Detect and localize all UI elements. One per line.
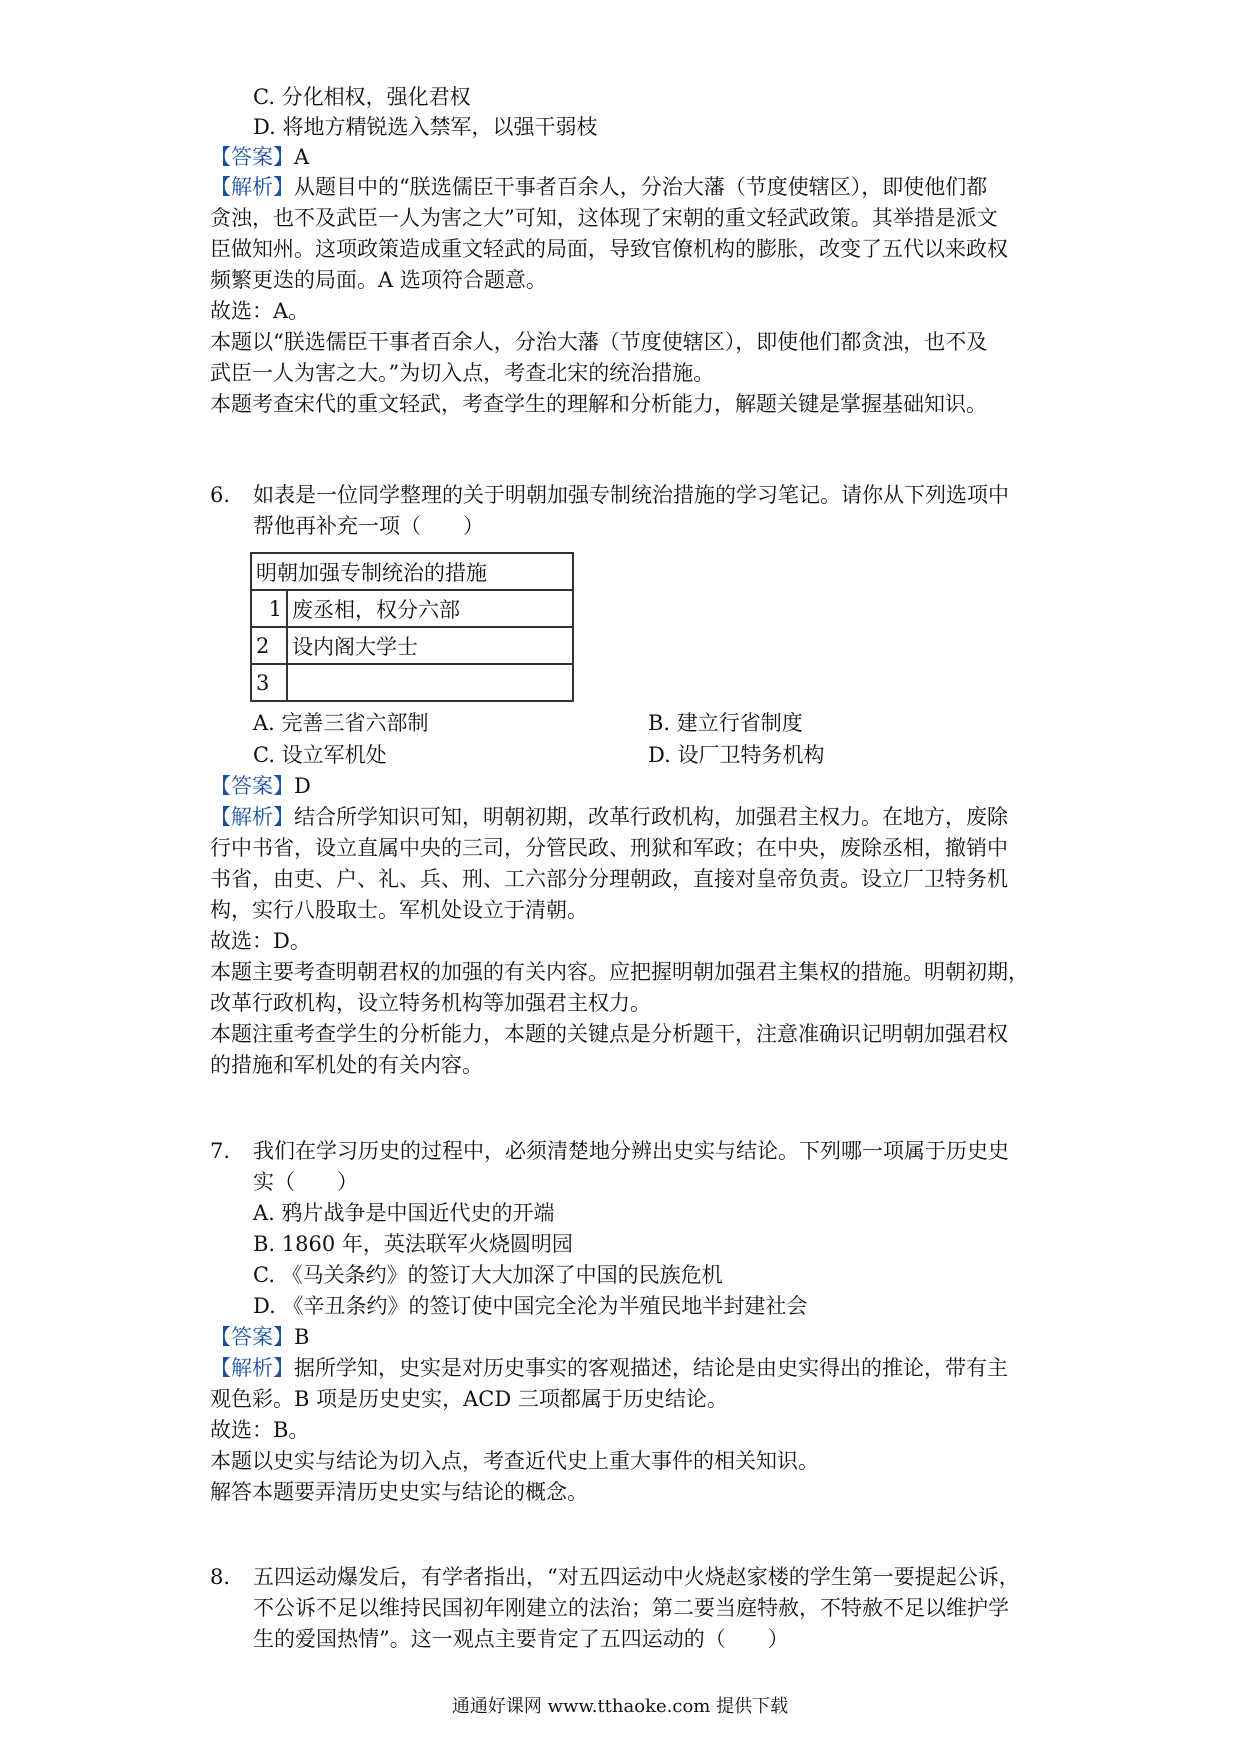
row-text: 废丞相，权分六部 — [287, 590, 573, 627]
q6-analysis-line: 行中书省，设立直属中央的三司，分管民政、刑狱和军政；在中央，废除丞相，撤销中 — [210, 836, 1008, 860]
q6-option-b: B. 建立行省制度 — [648, 711, 803, 735]
row-number: 1 — [251, 590, 287, 627]
q7-option-c: C. 《马关条约》的签订大大加深了中国的民族危机 — [253, 1263, 723, 1287]
answer-tag: 【答案】 — [210, 1325, 294, 1349]
q8-stem-line: 五四运动爆发后，有学者指出，“对五四运动中火烧赵家楼的学生第一要提起公诉， — [253, 1565, 1020, 1589]
q5-choose: 故选：A。 — [210, 299, 310, 323]
q7-stem-line: 实（ ） — [253, 1170, 358, 1194]
row-text: 设内阁大学士 — [287, 627, 573, 664]
analysis-text: 据所学知，史实是对历史事实的客观描述，结论是由史实得出的推论，带有主 — [294, 1356, 1008, 1380]
row-number: 3 — [251, 664, 287, 701]
analysis-tag: 【解析】 — [210, 805, 294, 829]
q7-comment-line: 解答本题要弄清历史史实与结论的概念。 — [210, 1480, 588, 1504]
answer-tag: 【答案】 — [210, 774, 294, 798]
q7-choose: 故选：B。 — [210, 1418, 310, 1442]
analysis-tag: 【解析】 — [210, 1356, 294, 1380]
answer-value: A — [294, 145, 310, 169]
q6-analysis-line: 书省，由吏、户、礼、兵、刑、工六部分分理朝政，直接对皇帝负责。设立厂卫特务机 — [210, 867, 1008, 891]
q5-comment-line: 本题以“朕选儒臣干事者百余人，分治大藩（节度使辖区），即使他们都贪浊，也不及 — [210, 330, 988, 354]
q6-stem-line: 帮他再补充一项（ ） — [253, 514, 484, 538]
q6-stem-line: 如表是一位同学整理的关于明朝加强专制统治措施的学习笔记。请你从下列选项中 — [253, 483, 1009, 507]
q5-comment-line: 本题考查宋代的重文轻武，考查学生的理解和分析能力，解题关键是掌握基础知识。 — [210, 392, 987, 416]
analysis-text: 从题目中的“朕选儒臣干事者百余人，分治大藩（节度使辖区），即使他们都 — [294, 175, 988, 199]
row-text — [287, 664, 573, 701]
table-row — [251, 590, 573, 627]
q6-number: 6. — [210, 483, 231, 507]
q6-option-d: D. 设厂卫特务机构 — [648, 743, 825, 767]
q5-analysis-line — [210, 172, 987, 202]
q7-number: 7. — [210, 1139, 231, 1163]
q7-option-a: A. 鸦片战争是中国近代史的开端 — [253, 1201, 555, 1225]
q5-option-d: D. 将地方精锐选入禁军，以强干弱枝 — [253, 115, 598, 139]
table-header: 明朝加强专制统治的措施 — [251, 553, 573, 590]
table-row — [251, 627, 573, 664]
q5-analysis-line: 频繁更迭的局面。A 选项符合题意。 — [210, 268, 547, 292]
q6-comment-line: 改革行政机构，设立特务机构等加强君主权力。 — [210, 991, 651, 1015]
analysis-tag: 【解析】 — [210, 175, 294, 199]
q6-comment-line: 的措施和军机处的有关内容。 — [210, 1053, 483, 1077]
q6-comment-line: 本题注重考查学生的分析能力，本题的关键点是分析题干，注意准确识记明朝加强君权 — [210, 1022, 1008, 1046]
q5-option-c: C. 分化相权，强化君权 — [253, 85, 471, 109]
row-number: 2 — [251, 627, 287, 664]
answer-tag: 【答案】 — [210, 145, 294, 169]
table-row — [251, 664, 573, 701]
study-notes-table — [250, 552, 574, 702]
q6-analysis-line — [210, 802, 1008, 832]
answer-value: B — [294, 1325, 310, 1349]
q6-choose: 故选：D。 — [210, 929, 311, 953]
q5-analysis-line: 贪浊，也不及武臣一人为害之大”可知，这体现了宋朝的重文轻武政策。其举措是派文 — [210, 206, 998, 230]
q6-analysis-line: 构，实行八股取士。军机处设立于清朝。 — [210, 898, 588, 922]
q7-stem-line: 我们在学习历史的过程中，必须清楚地分辨出史实与结论。下列哪一项属于历史史 — [253, 1139, 1009, 1163]
q8-stem-line: 生的爱国热情”。这一观点主要肯定了五四运动的（ ） — [253, 1627, 789, 1651]
q5-comment-line: 武臣一人为害之大。”为切入点，考查北宋的统治措施。 — [210, 361, 715, 385]
q6-comment-line: 本题主要考查明朝君权的加强的有关内容。应把握明朝加强君主集权的措施。明朝初期， — [210, 960, 1029, 984]
q7-option-b: B. 1860 年，英法联军火烧圆明园 — [253, 1232, 573, 1256]
page-footer: 通通好课网 www.tthaoke.com 提供下载 — [451, 1696, 789, 1717]
q7-comment-line: 本题以史实与结论为切入点，考查近代史上重大事件的相关知识。 — [210, 1449, 819, 1473]
q6-answer — [210, 771, 311, 801]
q7-analysis-line: 观色彩。B 项是历史史实，ACD 三项都属于历史结论。 — [210, 1387, 728, 1411]
q6-option-c: C. 设立军机处 — [253, 743, 387, 767]
q8-stem-line: 不公诉不足以维持民国初年刚建立的法治；第二要当庭特赦，不特赦不足以维护学 — [253, 1596, 1009, 1620]
analysis-text: 结合所学知识可知，明朝初期，改革行政机构，加强君主权力。在地方，废除 — [294, 805, 1008, 829]
q7-analysis-line — [210, 1353, 1008, 1383]
q7-option-d: D. 《辛丑条约》的签订使中国完全沦为半殖民地半封建社会 — [253, 1294, 808, 1318]
q6-option-a: A. 完善三省六部制 — [253, 711, 429, 735]
q5-answer — [210, 142, 309, 172]
q8-number: 8. — [210, 1565, 231, 1589]
q7-answer — [210, 1322, 309, 1352]
answer-value: D — [294, 774, 311, 798]
q5-analysis-line: 臣做知州。这项政策造成重文轻武的局面，导致官僚机构的膨胀，改变了五代以来政权 — [210, 237, 1008, 261]
